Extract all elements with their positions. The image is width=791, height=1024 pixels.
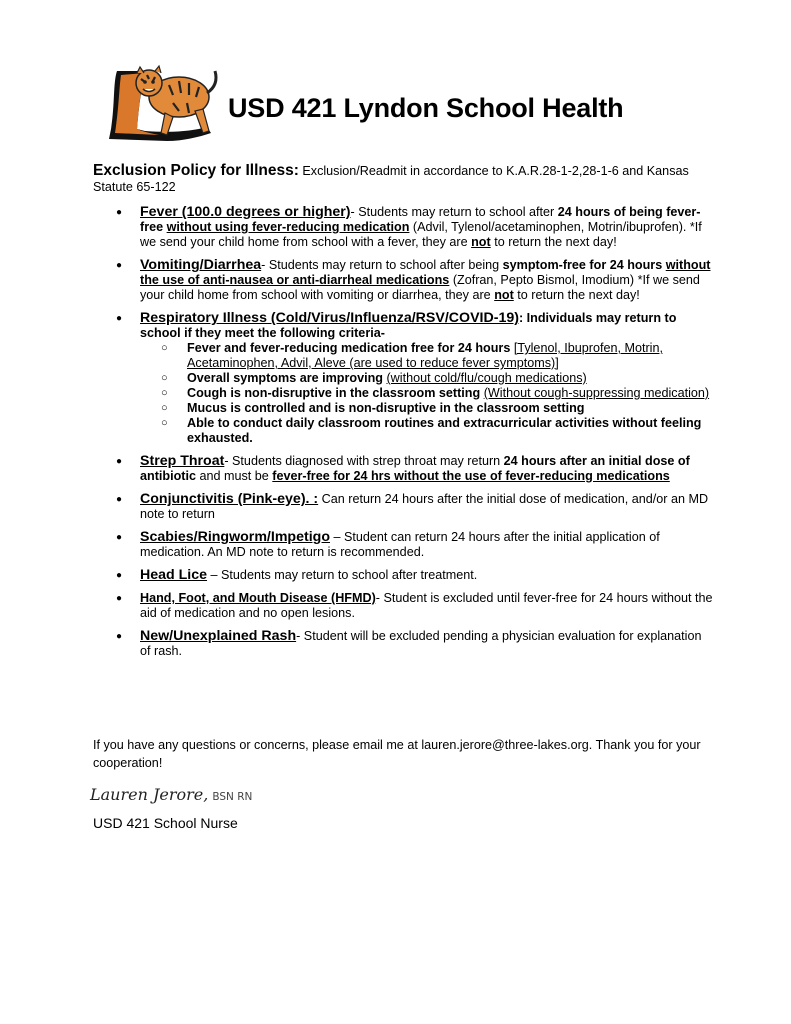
fever-text-3: to return the next day! [490, 235, 617, 249]
fever-bold: 24 hours of being fever-free [140, 205, 701, 234]
hfmd-text: - Student is excluded until fever-free for 24 hours without the aid of medication and no open lesions. [140, 591, 713, 620]
list-item-hfmd [113, 591, 713, 621]
signature-credentials: BSN RN [212, 791, 253, 803]
respiratory-heading: Respiratory Illness (Cold/Virus/Influenza/RSV/COVID-19) [140, 310, 519, 326]
list-item-head-lice [113, 568, 713, 583]
vomiting-heading: Vomiting/Diarrhea [140, 257, 262, 273]
rash-text: - Student will be excluded pending a physician evaluation for explanation of rash. [140, 629, 702, 658]
vomiting-bold: symptom-free for 24 hours [502, 258, 666, 272]
hfmd-heading: Hand, Foot, and Mouth Disease (HFMD) [140, 591, 376, 605]
criteria-2-note: (without cold/flu/cough medications) [386, 371, 587, 385]
vomiting-bold-underline: without the use of anti-nausea or anti-diarrheal medications [140, 258, 711, 287]
criteria-3-note: (Without cough-suppressing medication) [483, 386, 710, 400]
criteria-1-bold: Fever and fever-reducing medication free for 24 hours [187, 341, 514, 355]
criteria-1-note: [Tylenol, Ibuprofen, Motrin, Acetaminophen, Advil, Aleve (are used to reduce fever symptoms)] [187, 341, 663, 370]
criteria-item [140, 401, 713, 416]
criteria-5-bold: Able to conduct daily classroom routines and extracurricular activities without feeling exhausted. [187, 416, 702, 445]
list-item-strep [113, 454, 713, 484]
criteria-item [140, 341, 713, 371]
respiratory-criteria [140, 341, 713, 446]
list-item-scabies [113, 530, 713, 560]
list-item-respiratory [113, 311, 713, 446]
rash-heading: New/Unexplained Rash [140, 628, 297, 644]
illness-list [113, 205, 713, 667]
scabies-text: – Student can return 24 hours after the initial application of medication. An MD note to return is recommended. [140, 530, 660, 559]
vomiting-not: not [494, 288, 514, 302]
criteria-item [140, 386, 713, 401]
signature-role: USD 421 School Nurse [93, 815, 238, 831]
fever-text-2: (Advil, Tylenol/acetaminophen, Motrin/ibuprofen). *If we send your child home from school with a fever, they are [140, 220, 702, 249]
closing-paragraph: If you have any questions or concerns, please email me at lauren.jerore@three-lakes.org. Thank you for your cooperation! [93, 738, 701, 770]
vomiting-text-3: to return the next day! [513, 288, 640, 302]
list-item-fever [113, 205, 713, 250]
criteria-item [140, 371, 713, 386]
strep-bold-underline: fever-free for 24 hrs without the use of fever-reducing medications [272, 469, 670, 483]
conjunctivitis-heading: Conjunctivitis (Pink-eye). : [140, 491, 319, 507]
signature-name: Lauren Jerore, [90, 785, 209, 804]
strep-bold: 24 hours after an initial dose of antibiotic [140, 454, 690, 483]
head-lice-text: – Students may return to school after treatment. [207, 568, 478, 582]
fever-bold-underline: without using fever-reducing medication [166, 220, 410, 234]
intro-lead: Exclusion Policy for Illness: [93, 162, 299, 179]
strep-heading: Strep Throat [140, 453, 225, 469]
page-title: USD 421 Lyndon School Health [228, 93, 624, 123]
list-item-conjunctivitis [113, 492, 713, 522]
scabies-heading: Scabies/Ringworm/Impetigo [140, 529, 330, 545]
intro-text: Exclusion/Readmit in accordance to K.A.R.28-1-2,28-1-6 and Kansas Statute 65-122 [93, 164, 689, 194]
criteria-4-bold: Mucus is controlled and is non-disruptive in the classroom setting [187, 401, 585, 415]
list-item-vomiting [113, 258, 713, 303]
criteria-3-bold: Cough is non-disruptive in the classroom setting [187, 386, 484, 400]
tiger-logo [103, 63, 221, 145]
fever-text: - Students may return to school after [350, 205, 558, 219]
strep-text: - Students diagnosed with strep throat may return [224, 454, 504, 468]
strep-text-2: and must be [195, 469, 273, 483]
exclusion-policy-intro [93, 163, 693, 195]
criteria-item [140, 416, 713, 446]
respiratory-bold: : Individuals may return to school if they meet the following criteria- [140, 311, 677, 340]
fever-heading: Fever (100.0 degrees or higher) [140, 204, 351, 220]
head-lice-heading: Head Lice [140, 567, 208, 583]
vomiting-text-2: (Zofran, Pepto Bismol, Imodium) *If we send your child home from school with vomiting or diarrhea, they are [140, 273, 700, 302]
criteria-2-bold: Overall symptoms are improving [187, 371, 387, 385]
vomiting-text: - Students may return to school after being [261, 258, 503, 272]
conjunctivitis-text: Can return 24 hours after the initial dose of medication, and/or an MD note to return [140, 492, 709, 521]
list-item-rash [113, 629, 713, 659]
signature [90, 785, 252, 804]
fever-not: not [471, 235, 491, 249]
